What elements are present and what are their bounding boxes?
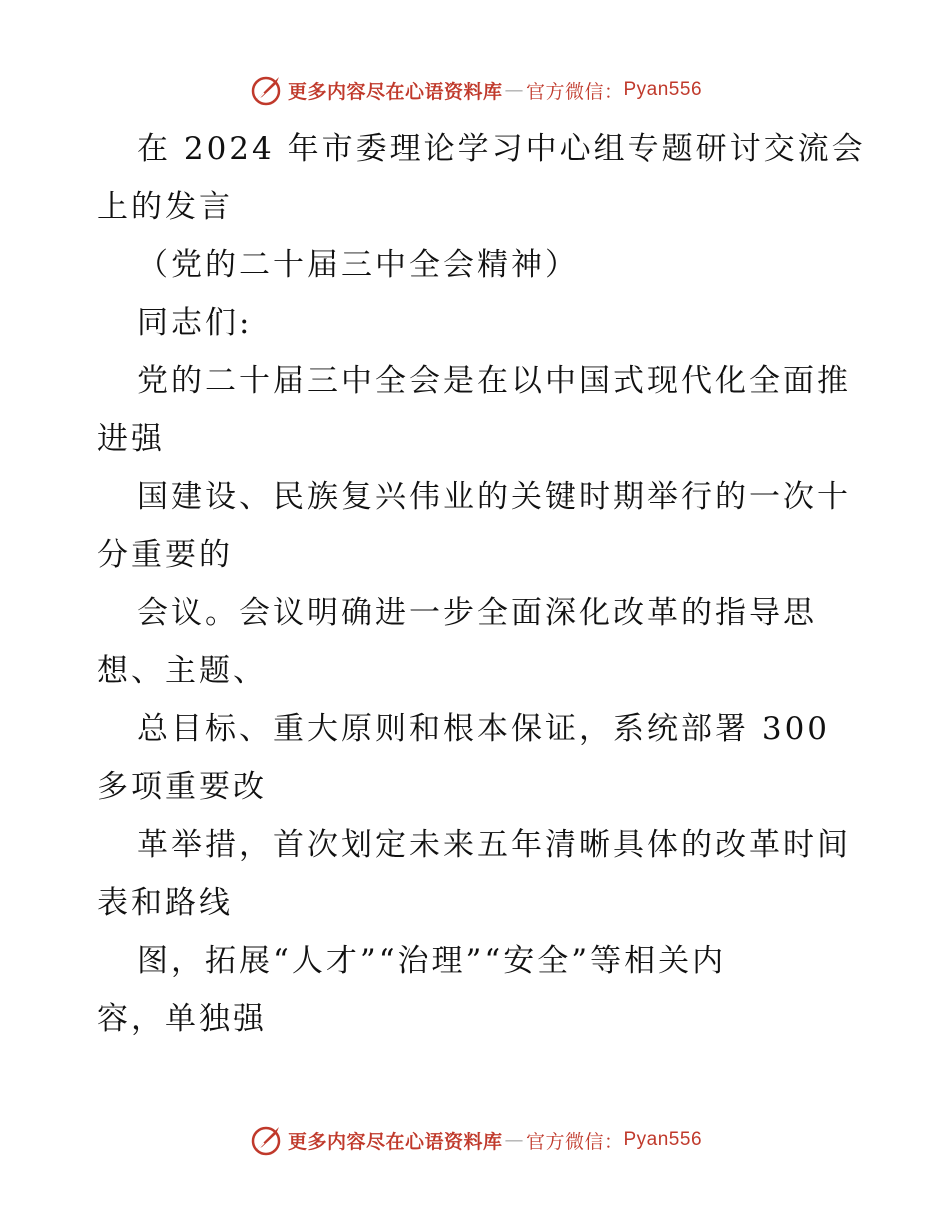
text-line: 表和路线	[97, 885, 233, 921]
text-line: 革举措，首次划定未来五年清晰具体的改革时间	[137, 827, 851, 863]
watermark-main-text: 更多内容尽在心语资料库	[287, 80, 503, 103]
text-line: 多项重要改	[97, 769, 267, 805]
text-line: 上的发言	[97, 189, 233, 225]
text-line: 容，单独强	[97, 1001, 267, 1037]
text-line: 在 2024 年市委理论学习中心组专题研讨交流会	[137, 131, 866, 167]
watermark-header	[0, 68, 950, 112]
text-line: 国建设、民族复兴伟业的关键时期举行的一次十	[137, 479, 851, 515]
text-line: （党的二十届三中全会精神）	[137, 247, 579, 283]
watermark-dash: —	[504, 1129, 524, 1151]
document-body	[97, 120, 866, 1048]
text-line: 图，拓展“人才”“治理”“安全”等相关内	[137, 943, 727, 979]
text-line: 分重要的	[97, 537, 233, 573]
watermark-dash: —	[504, 79, 524, 101]
watermark-wechat-id: Pyan556	[623, 79, 703, 100]
text-line: 总目标、重大原则和根本保证，系统部署 300	[137, 711, 831, 747]
text-line: 会议。会议明确进一步全面深化改革的指导思	[137, 595, 817, 631]
watermark-wechat-id: Pyan556	[623, 1129, 703, 1150]
watermark-sub-text: 官方微信：	[525, 80, 624, 103]
watermark-footer	[0, 1118, 950, 1162]
watermark-sub-text: 官方微信：	[525, 1130, 624, 1153]
text-line: 进强	[97, 421, 165, 457]
text-line: 想、主题、	[97, 653, 267, 689]
watermark-main-text: 更多内容尽在心语资料库	[287, 1130, 503, 1153]
text-line: 同志们:	[137, 305, 253, 341]
quill-logo-icon	[248, 1122, 284, 1158]
text-line: 党的二十届三中全会是在以中国式现代化全面推	[137, 363, 851, 399]
quill-logo-icon	[248, 72, 284, 108]
